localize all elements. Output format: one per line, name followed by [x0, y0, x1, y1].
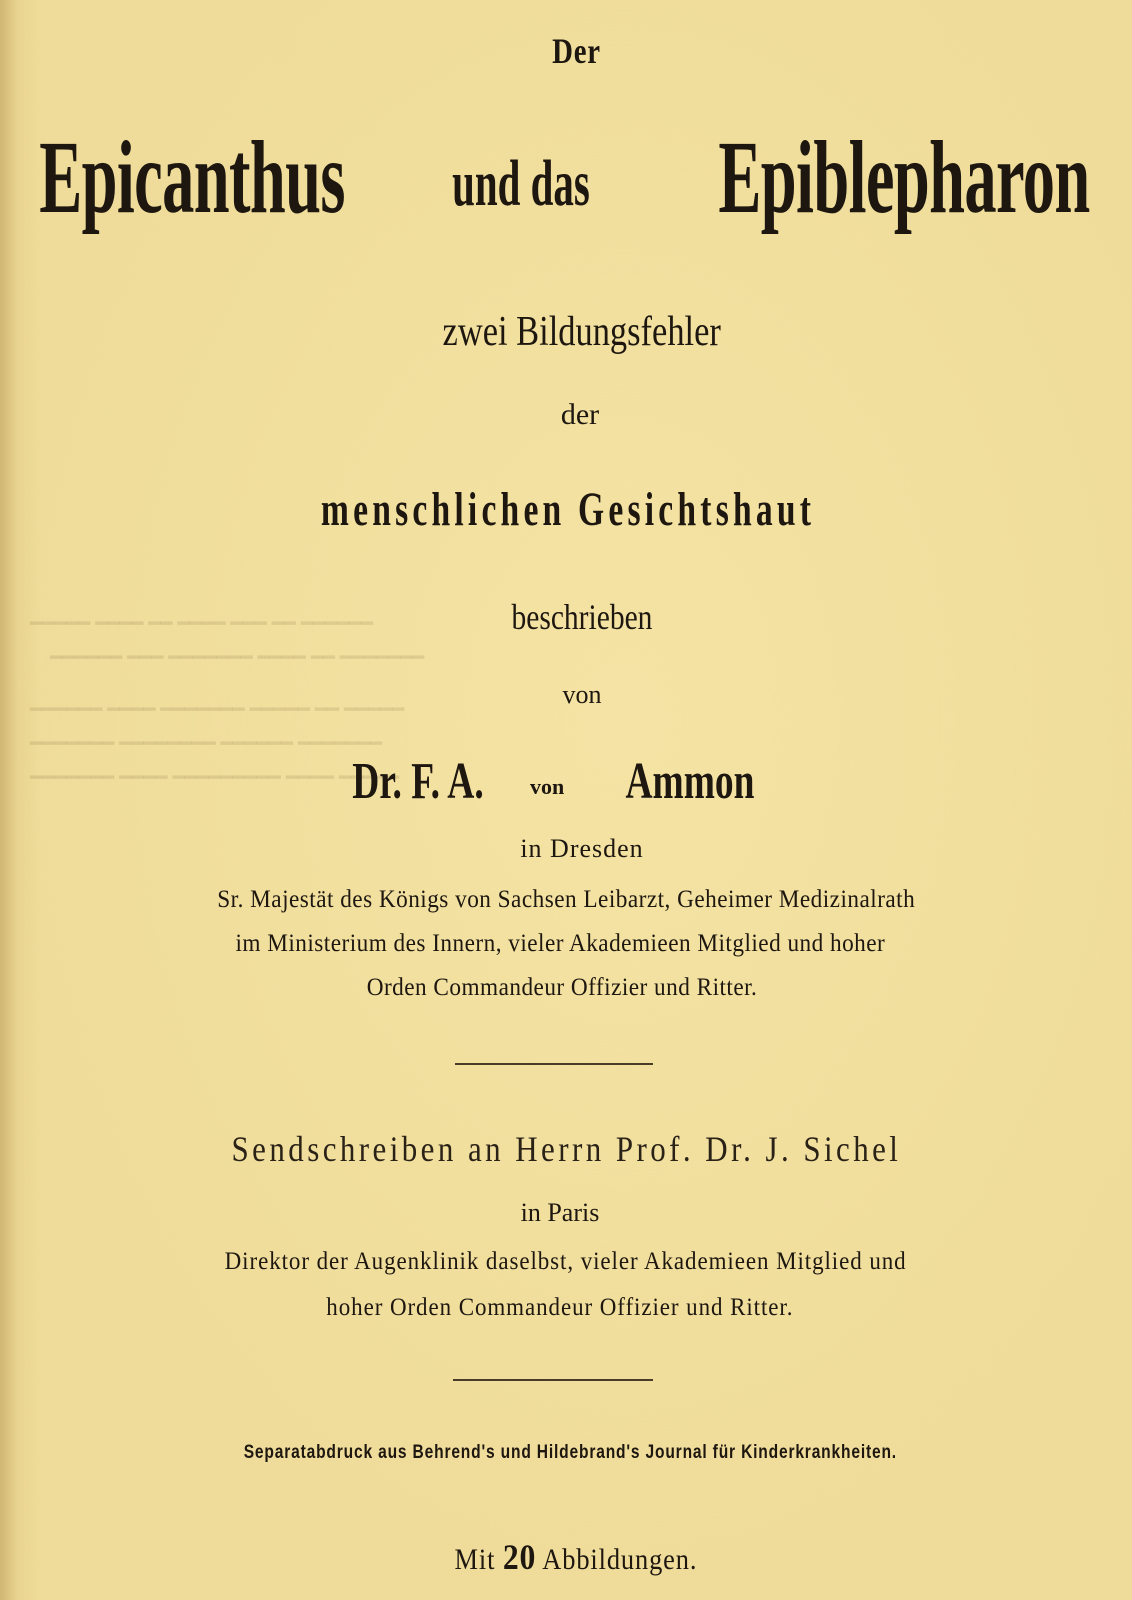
- author-desc-line-1: [0, 886, 1132, 914]
- bleed-through-text: ━━━━━━━ ━━━━ ━━━━━━━━━ ━━━━ ━━━━━: [30, 767, 400, 789]
- heading-der: [10, 30, 1132, 72]
- illustrations-line: [10, 1536, 1132, 1578]
- subtitle: [16, 308, 1132, 356]
- author-desc-line-2-text: im Ministerium des Innern, vieler Akademieen Mitglied und hoher: [235, 930, 885, 957]
- bleed-through-text: ━━━━━ ━━━━ ━━ ━━━━ ━━━ ━━ ━━━━━━: [30, 613, 374, 635]
- heading-der-text: Der: [551, 31, 601, 71]
- main-title: [0, 118, 1132, 235]
- title-epicanthus: Epicanthus: [39, 120, 345, 235]
- abbildungen-text: Abbildungen.: [542, 1543, 698, 1576]
- title-epiblepharon: Epiblepharon: [718, 120, 1090, 235]
- sichel-desc-line-2: [0, 1294, 1126, 1322]
- author-name: [0, 752, 1132, 812]
- bleed-through-text: ━━━━━━ ━━━━ ━━━━━━━ ━━━━━ ━━ ━━━━━: [30, 699, 405, 721]
- divider-rule-2: [453, 1379, 653, 1381]
- von-line: [16, 680, 1132, 710]
- bleed-through-text: ━━━━━━━ ━━━━━━━━ ━━━━━━ ━━━━━━━: [30, 733, 383, 755]
- sichel-city: [0, 1198, 1126, 1228]
- author-desc-line-3: [0, 974, 1128, 1002]
- beschrieben-line: [16, 596, 1132, 638]
- sichel-desc-line-2-text: hoher Orden Commandeur Offizier und Ritter.: [326, 1294, 794, 1321]
- sichel-city-text: in Paris: [520, 1198, 600, 1227]
- author-surname: Ammon: [625, 753, 755, 810]
- sendschreiben-text: Sendschreiben an Herrn Prof. Dr. J. Sichel: [231, 1129, 901, 1169]
- author-initials: Dr. F. A.: [352, 753, 484, 810]
- divider-rule-1: [455, 1063, 653, 1065]
- separatabdruck-line: [4, 1442, 1132, 1464]
- author-desc-line-2: [0, 930, 1126, 958]
- bleed-through-text: ━━━━━━ ━━━ ━━━━━━━ ━━━━ ━━ ━━━━━━━: [50, 647, 425, 669]
- mit-text: Mit: [454, 1543, 496, 1576]
- author-desc-line-1-text: Sr. Majestät des Königs von Sachsen Leibarzt, Geheimer Medizinalrath: [217, 886, 915, 913]
- author-city: [16, 834, 1132, 864]
- author-desc-line-3-text: Orden Commandeur Offizier und Ritter.: [366, 974, 758, 1001]
- sendschreiben-line: [0, 1128, 1132, 1170]
- separatabdruck-text: Separatabdruck aus Behrend's und Hildebrand's Journal für Kinderkrankheiten.: [243, 1442, 897, 1463]
- beschrieben-text: beschrieben: [511, 597, 653, 637]
- illustration-count: 20: [502, 1537, 537, 1577]
- subtitle-text: zwei Bildungsfehler: [442, 309, 722, 355]
- author-von: von: [530, 774, 565, 799]
- der-line-text: der: [560, 398, 600, 431]
- von-text: von: [562, 680, 602, 709]
- sichel-desc-line-1: [0, 1248, 1132, 1276]
- title-und-das: und das: [452, 147, 590, 220]
- author-city-text: in Dresden: [520, 834, 644, 863]
- sichel-desc-line-1-text: Direktor der Augenklinik daselbst, vieler Akademieen Mitglied und: [225, 1248, 907, 1275]
- subtitle-2: [2, 482, 1132, 537]
- der-line: [14, 398, 1132, 432]
- subtitle-2-text: menschlichen Gesichtshaut: [320, 483, 816, 536]
